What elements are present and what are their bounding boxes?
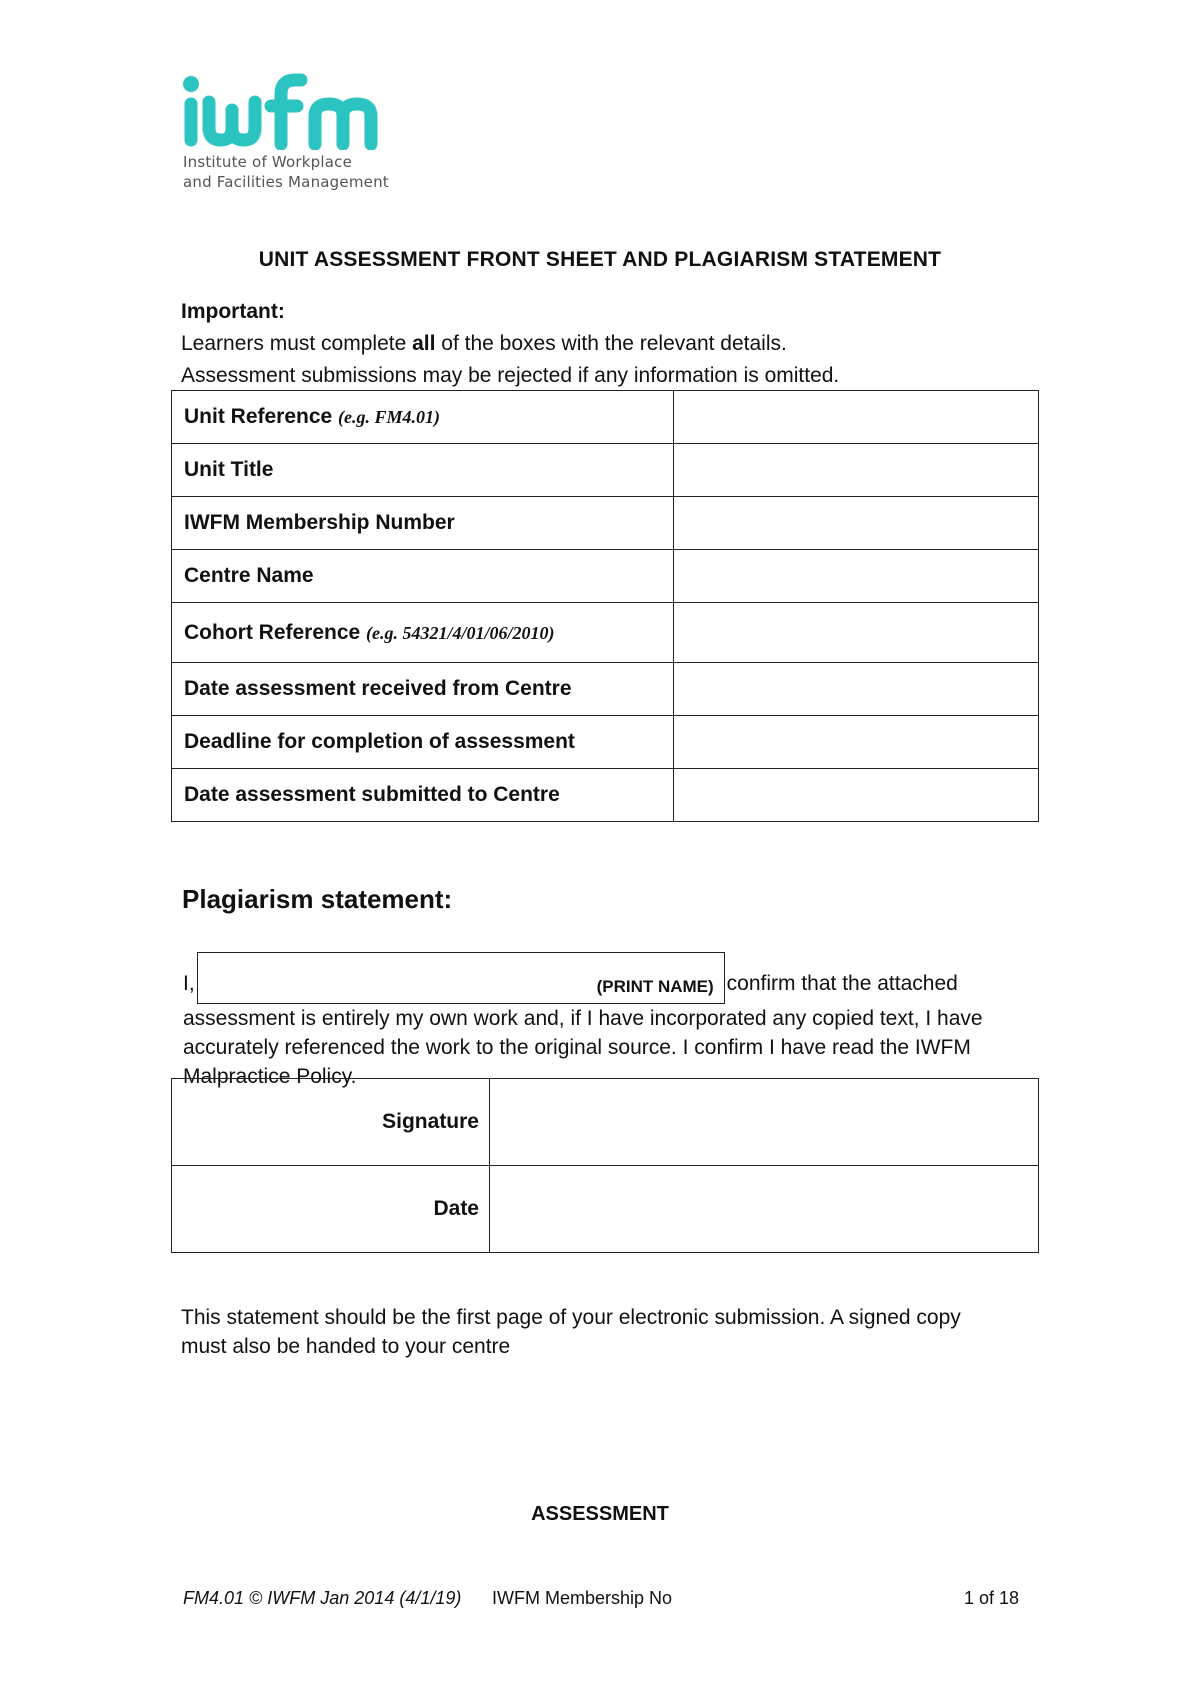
logo-line-1: Institute of Workplace [183,153,353,171]
centre-name-field[interactable] [674,550,1039,603]
unit-title-label: Unit Title [172,444,674,497]
membership-number-field[interactable] [674,497,1039,550]
table-row [172,391,1039,444]
table-row [172,497,1039,550]
statement-text: confirm that the attached assessment is entirely my own work and, if I have incorporated any copied text, I have accurately referenced the work to the original source. I confirm I have read the IWFM Malpractice Policy. [183,972,983,1088]
date-submitted-label: Date assessment submitted to Centre [172,769,674,822]
unit-reference-example: (e.g. FM4.01) [338,407,441,427]
unit-reference-field[interactable] [674,391,1039,444]
table-row [172,716,1039,769]
important-line-2: Assessment submissions may be rejected if any information is omitted. [181,364,840,387]
signature-table [171,1078,1039,1253]
important-line-1 [181,328,839,360]
date-label: Date [172,1166,490,1253]
row-label [172,603,674,663]
logo-subtitle [183,152,423,192]
table-row [172,603,1039,663]
document-title: UNIT ASSESSMENT FRONT SHEET AND PLAGIARISM STATEMENT [258,248,942,271]
important-line-1-post: of the boxes with the relevant details. [435,332,787,355]
unit-reference-label: Unit Reference [184,405,339,428]
unit-title-field[interactable] [674,444,1039,497]
important-line-1-bold: all [412,332,436,355]
table-row [172,444,1039,497]
date-received-field[interactable] [674,663,1039,716]
cohort-reference-example: (e.g. 54321/4/01/06/2010) [366,622,555,643]
assessment-details-table [171,390,1039,822]
plagiarism-heading: Plagiarism statement: [182,884,453,914]
signature-label: Signature [172,1079,490,1166]
statement-prefix: I, [183,972,195,995]
logo-line-2: and Facilities Management [183,173,389,191]
table-row [172,663,1039,716]
important-line-1-pre: Learners must complete [181,332,413,355]
date-received-label: Date assessment received from Centre [172,663,674,716]
centre-name-label: Centre Name [172,550,674,603]
deadline-field[interactable] [674,716,1039,769]
cohort-reference-label: Cohort Reference [184,620,367,644]
footer-membership-no: IWFM Membership No [492,1588,673,1608]
iwfm-logo [183,72,423,192]
membership-number-label: IWFM Membership Number [172,497,674,550]
plagiarism-statement [183,952,1033,1091]
footer-document-code: FM4.01 © IWFM Jan 2014 (4/1/19) [183,1588,462,1608]
print-name-field[interactable] [197,952,725,1004]
table-row [172,1166,1039,1253]
print-name-hint: (PRINT NAME) [596,977,714,996]
submission-note: This statement should be the first page of your electronic submission. A signed copy must also be handed to your centre [181,1306,961,1358]
important-heading: Important: [181,300,285,323]
iwfm-wordmark-graphic [183,72,415,150]
important-notice [181,296,839,392]
date-submitted-field[interactable] [674,769,1039,822]
deadline-label: Deadline for completion of assessment [172,716,674,769]
date-field[interactable] [490,1166,1039,1253]
cohort-reference-field[interactable] [674,603,1039,663]
row-label [172,391,674,444]
table-row [172,550,1039,603]
table-row [172,1079,1039,1166]
section-label: ASSESSMENT [531,1503,669,1525]
table-row [172,769,1039,822]
signature-field[interactable] [490,1079,1039,1166]
footer-page-number: 1 of 18 [964,1588,1020,1608]
